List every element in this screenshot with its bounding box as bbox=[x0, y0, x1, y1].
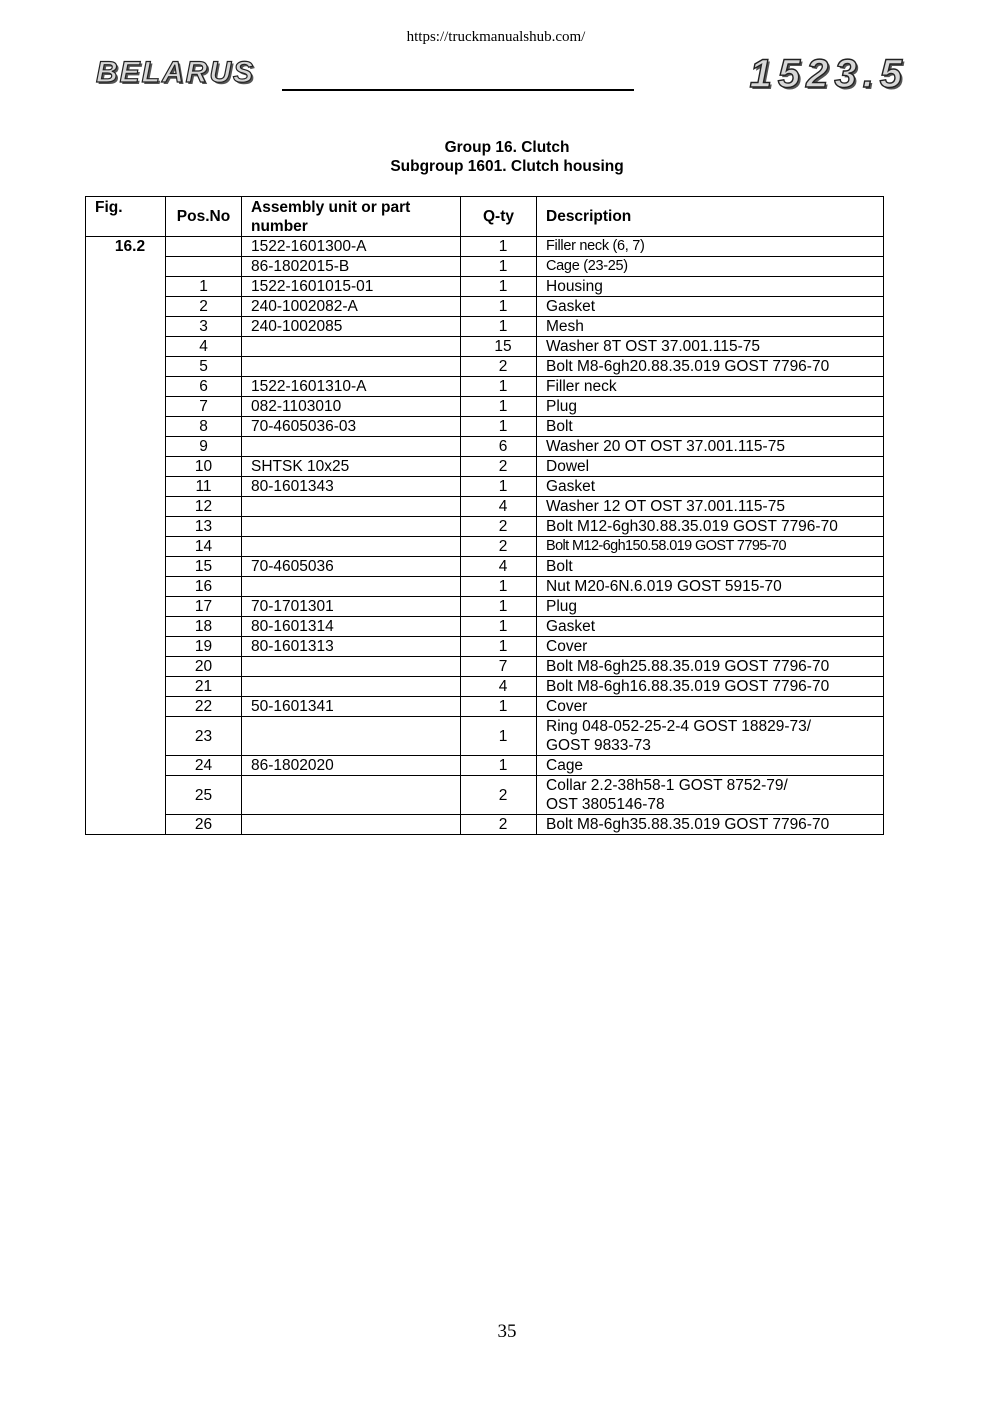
table-row bbox=[86, 437, 884, 457]
cell-pos: 4 bbox=[166, 337, 242, 357]
cell-qty: 1 bbox=[461, 277, 537, 297]
cell-part-number bbox=[242, 677, 461, 697]
cell-description: Filler neck (6, 7) bbox=[537, 237, 884, 257]
table-row bbox=[86, 257, 884, 277]
cell-pos: 17 bbox=[166, 597, 242, 617]
cell-description: Bolt M12-6gh150.58.019 GOST 7795-70 bbox=[537, 537, 884, 557]
cell-part-number: SHTSK 10x25 bbox=[242, 457, 461, 477]
cell-description: Cage (23-25) bbox=[537, 257, 884, 277]
table-row bbox=[86, 815, 884, 835]
table-row bbox=[86, 637, 884, 657]
parts-table bbox=[85, 196, 884, 835]
cell-part-number bbox=[242, 776, 461, 815]
table-row bbox=[86, 617, 884, 637]
cell-pos: 13 bbox=[166, 517, 242, 537]
table-row bbox=[86, 417, 884, 437]
cell-qty: 2 bbox=[461, 815, 537, 835]
cell-pos: 10 bbox=[166, 457, 242, 477]
cell-pos: 8 bbox=[166, 417, 242, 437]
cell-part-number: 70-4605036 bbox=[242, 557, 461, 577]
cell-pos: 20 bbox=[166, 657, 242, 677]
cell-qty: 1 bbox=[461, 257, 537, 277]
cell-qty: 1 bbox=[461, 617, 537, 637]
cell-description: Cover bbox=[537, 697, 884, 717]
cell-pos: 12 bbox=[166, 497, 242, 517]
table-row bbox=[86, 377, 884, 397]
cell-description: Washer 20 OT OST 37.001.115-75 bbox=[537, 437, 884, 457]
cell-pos: 21 bbox=[166, 677, 242, 697]
cell-qty: 2 bbox=[461, 537, 537, 557]
cell-qty: 1 bbox=[461, 297, 537, 317]
cell-qty: 1 bbox=[461, 397, 537, 417]
group-title: Group 16. Clutch bbox=[444, 139, 570, 156]
cell-qty: 2 bbox=[461, 457, 537, 477]
cell-description: Housing bbox=[537, 277, 884, 297]
table-row bbox=[86, 317, 884, 337]
cell-pos bbox=[166, 257, 242, 277]
table-row bbox=[86, 557, 884, 577]
cell-description: Gasket bbox=[537, 477, 884, 497]
cell-part-number bbox=[242, 337, 461, 357]
cell-pos: 24 bbox=[166, 756, 242, 776]
cell-pos: 2 bbox=[166, 297, 242, 317]
cell-qty: 1 bbox=[461, 756, 537, 776]
cell-part-number: 86-1802020 bbox=[242, 756, 461, 776]
cell-part-number bbox=[242, 357, 461, 377]
cell-part-number: 80-1601314 bbox=[242, 617, 461, 637]
cell-part-number: 1522-1601300-A bbox=[242, 237, 461, 257]
table-row bbox=[86, 756, 884, 776]
table-header-row bbox=[86, 197, 884, 237]
cell-qty: 1 bbox=[461, 417, 537, 437]
cell-part-number bbox=[242, 537, 461, 557]
description-line: Collar 2.2-38h58-1 GOST 8752-79/ bbox=[546, 777, 788, 794]
cell-description: Cage bbox=[537, 756, 884, 776]
cell-description: Washer 12 OT OST 37.001.115-75 bbox=[537, 497, 884, 517]
cell-qty: 1 bbox=[461, 597, 537, 617]
cell-pos: 18 bbox=[166, 617, 242, 637]
cell-description: Bolt bbox=[537, 417, 884, 437]
table-row bbox=[86, 477, 884, 497]
header-rule bbox=[282, 89, 634, 91]
cell-qty: 2 bbox=[461, 357, 537, 377]
cell-part-number bbox=[242, 657, 461, 677]
fig-number: 16.2 bbox=[86, 237, 166, 835]
table-row bbox=[86, 697, 884, 717]
cell-description: Nut M20-6N.6.019 GOST 5915-70 bbox=[537, 577, 884, 597]
cell-description: Mesh bbox=[537, 317, 884, 337]
cell-part-number: 240-1002082-A bbox=[242, 297, 461, 317]
cell-part-number: 50-1601341 bbox=[242, 697, 461, 717]
cell-pos: 22 bbox=[166, 697, 242, 717]
cell-pos: 3 bbox=[166, 317, 242, 337]
cell-part-number: 70-4605036-03 bbox=[242, 417, 461, 437]
table-row bbox=[86, 357, 884, 377]
cell-part-number: 70-1701301 bbox=[242, 597, 461, 617]
cell-pos: 23 bbox=[166, 717, 242, 756]
cell-part-number: 1522-1601015-01 bbox=[242, 277, 461, 297]
table-row bbox=[86, 237, 884, 257]
table-row bbox=[86, 657, 884, 677]
cell-qty: 4 bbox=[461, 497, 537, 517]
cell-description: Washer 8T OST 37.001.115-75 bbox=[537, 337, 884, 357]
table-row bbox=[86, 577, 884, 597]
brand-logo: BELARUS bbox=[96, 56, 256, 89]
cell-qty: 1 bbox=[461, 377, 537, 397]
cell-pos bbox=[166, 237, 242, 257]
cell-qty: 1 bbox=[461, 697, 537, 717]
table-row bbox=[86, 677, 884, 697]
cell-qty: 7 bbox=[461, 657, 537, 677]
cell-pos: 25 bbox=[166, 776, 242, 815]
col-header-desc: Description bbox=[537, 197, 884, 237]
page-header bbox=[96, 52, 908, 100]
cell-qty: 15 bbox=[461, 337, 537, 357]
description-line: GOST 9833-73 bbox=[546, 737, 651, 754]
page-number: 35 bbox=[497, 1321, 517, 1342]
cell-description: Gasket bbox=[537, 617, 884, 637]
cell-qty: 6 bbox=[461, 437, 537, 457]
col-header-part: Assembly unit or part number bbox=[242, 197, 461, 237]
table-row bbox=[86, 776, 884, 815]
cell-qty: 1 bbox=[461, 237, 537, 257]
cell-part-number: 80-1601313 bbox=[242, 637, 461, 657]
cell-part-number: 80-1601343 bbox=[242, 477, 461, 497]
cell-pos: 1 bbox=[166, 277, 242, 297]
cell-part-number: 1522-1601310-A bbox=[242, 377, 461, 397]
cell-description: Bolt M8-6gh20.88.35.019 GOST 7796-70 bbox=[537, 357, 884, 377]
cell-pos: 26 bbox=[166, 815, 242, 835]
cell-description bbox=[537, 717, 884, 756]
table-row bbox=[86, 717, 884, 756]
table-row bbox=[86, 497, 884, 517]
cell-description: Bolt M8-6gh35.88.35.019 GOST 7796-70 bbox=[537, 815, 884, 835]
model-logo: 1523.5 bbox=[749, 52, 908, 96]
cell-qty: 1 bbox=[461, 477, 537, 497]
table-row bbox=[86, 297, 884, 317]
cell-qty: 1 bbox=[461, 717, 537, 756]
table-row bbox=[86, 537, 884, 557]
cell-pos: 14 bbox=[166, 537, 242, 557]
table-row bbox=[86, 277, 884, 297]
cell-pos: 19 bbox=[166, 637, 242, 657]
col-header-qty: Q-ty bbox=[461, 197, 537, 237]
cell-part-number bbox=[242, 517, 461, 537]
table-row bbox=[86, 457, 884, 477]
cell-description: Dowel bbox=[537, 457, 884, 477]
table-row bbox=[86, 337, 884, 357]
cell-qty: 2 bbox=[461, 776, 537, 815]
cell-description bbox=[537, 776, 884, 815]
cell-description: Filler neck bbox=[537, 377, 884, 397]
description-line: Ring 048-052-25-2-4 GOST 18829-73/ bbox=[546, 718, 812, 735]
col-header-fig: Fig. bbox=[86, 197, 166, 237]
cell-pos: 15 bbox=[166, 557, 242, 577]
section-titles bbox=[0, 138, 992, 176]
cell-pos: 11 bbox=[166, 477, 242, 497]
cell-description: Bolt M8-6gh25.88.35.019 GOST 7796-70 bbox=[537, 657, 884, 677]
cell-qty: 4 bbox=[461, 557, 537, 577]
cell-part-number bbox=[242, 815, 461, 835]
cell-description: Bolt M12-6gh30.88.35.019 GOST 7796-70 bbox=[537, 517, 884, 537]
cell-pos: 6 bbox=[166, 377, 242, 397]
cell-part-number bbox=[242, 497, 461, 517]
cell-pos: 5 bbox=[166, 357, 242, 377]
cell-qty: 1 bbox=[461, 317, 537, 337]
cell-description: Plug bbox=[537, 397, 884, 417]
table-row bbox=[86, 597, 884, 617]
cell-part-number: 240-1002085 bbox=[242, 317, 461, 337]
cell-description: Gasket bbox=[537, 297, 884, 317]
cell-part-number: 86-1802015-B bbox=[242, 257, 461, 277]
cell-qty: 4 bbox=[461, 677, 537, 697]
cell-description: Cover bbox=[537, 637, 884, 657]
cell-part-number bbox=[242, 717, 461, 756]
cell-pos: 16 bbox=[166, 577, 242, 597]
cell-description: Bolt M8-6gh16.88.35.019 GOST 7796-70 bbox=[537, 677, 884, 697]
cell-qty: 1 bbox=[461, 577, 537, 597]
table-row bbox=[86, 397, 884, 417]
description-line: OST 3805146-78 bbox=[546, 796, 665, 813]
subgroup-title: Subgroup 1601. Clutch housing bbox=[390, 158, 624, 175]
cell-pos: 9 bbox=[166, 437, 242, 457]
cell-part-number bbox=[242, 437, 461, 457]
cell-qty: 1 bbox=[461, 637, 537, 657]
cell-description: Bolt bbox=[537, 557, 884, 577]
cell-qty: 2 bbox=[461, 517, 537, 537]
source-url: https://truckmanualshub.com/ bbox=[406, 29, 586, 45]
cell-part-number bbox=[242, 577, 461, 597]
cell-description: Plug bbox=[537, 597, 884, 617]
table-row bbox=[86, 517, 884, 537]
col-header-pos: Pos.No bbox=[166, 197, 242, 237]
cell-part-number: 082-1103010 bbox=[242, 397, 461, 417]
cell-pos: 7 bbox=[166, 397, 242, 417]
